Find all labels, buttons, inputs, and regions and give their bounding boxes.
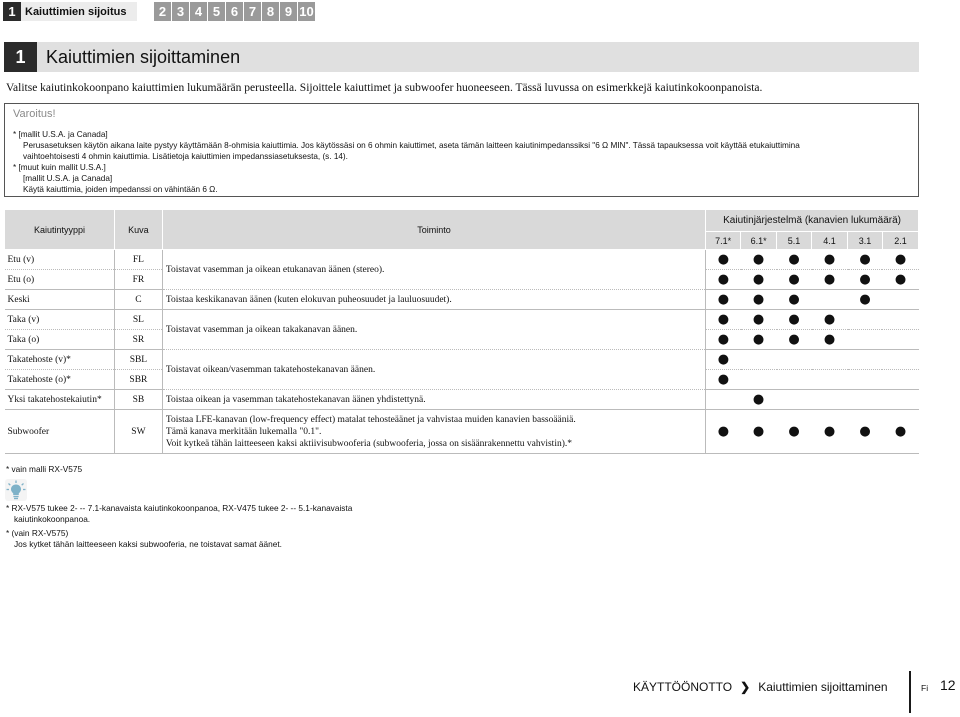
dot-mark: ● <box>706 330 741 350</box>
dot-mark: ● <box>741 390 777 410</box>
dot-empty <box>777 370 812 390</box>
step-current-label: Kaiuttimien sijoitus <box>25 5 127 18</box>
dot-mark: ● <box>812 250 848 270</box>
dot-empty <box>741 350 777 370</box>
table-row <box>5 410 919 454</box>
row-type: Yksi takatehostekaiutin* <box>5 390 115 410</box>
row-code: SBR <box>114 370 162 390</box>
dot-mark: ● <box>882 410 918 454</box>
row-code: SL <box>114 310 162 330</box>
header-system-7-1: 7.1* <box>706 232 741 250</box>
dot-empty <box>848 330 883 350</box>
row-code: FR <box>114 270 162 290</box>
section-number: 1 <box>4 42 37 72</box>
caution-line: vaihtoehtoisesti 4 ohmin kaiuttimia. Lisätietoja kaiuttimien impedanssiasetuksesta, (s. 14). <box>23 152 348 161</box>
footer-chapter-link[interactable]: KÄYTTÖÖNOTTO <box>633 680 733 694</box>
header-system-4-1: 4.1 <box>812 232 848 250</box>
dot-mark: ● <box>706 370 741 390</box>
tip-line: Jos kytket tähän laitteeseen kaksi subwooferia, ne toistavat samat äänet. <box>14 538 282 549</box>
dot-mark: ● <box>777 290 812 310</box>
dot-mark: ● <box>882 270 918 290</box>
step-8[interactable]: 8 <box>262 2 279 21</box>
step-7[interactable]: 7 <box>244 2 261 21</box>
step-navigation <box>3 2 137 21</box>
dot-empty <box>848 310 883 330</box>
dot-empty <box>812 390 848 410</box>
sub-func-line: Tämä kanava merkitään lukemalla "0.1". <box>165 426 322 437</box>
tip-line: kaiutinkokoonpanoa. <box>14 513 91 524</box>
dot-mark: ● <box>812 270 848 290</box>
header-system-6-1: 6.1* <box>741 232 777 250</box>
row-type: Keski <box>5 290 115 310</box>
dot-empty <box>882 370 918 390</box>
dot-mark: ● <box>741 290 777 310</box>
row-type: Takatehoste (o)* <box>5 370 115 390</box>
caution-line: Perusasetuksen käytön aikana laite pystyy käyttämään 8-ohmisia kaiuttimia. Jos käytössäsi on 6 ohmin kaiuttimet, aseta tämän laitteen kaiutinimpedanssiksi "6 Ω MIN". Tässä tapauksessa voit käyttää etukaiuttimina <box>23 141 800 150</box>
dot-mark: ● <box>741 250 777 270</box>
table-row <box>5 250 919 270</box>
footer-section-link[interactable]: Kaiuttimien sijoittaminen <box>758 680 888 694</box>
dot-mark: ● <box>812 310 848 330</box>
table-footnote: * vain malli RX-V575 <box>6 464 83 474</box>
dot-mark: ● <box>848 270 883 290</box>
dot-mark: ● <box>777 410 812 454</box>
dot-empty <box>882 290 918 310</box>
footer-language: Fi <box>921 683 929 693</box>
dot-empty <box>706 390 741 410</box>
dot-empty <box>848 350 883 370</box>
step-9[interactable]: 9 <box>280 2 297 21</box>
dot-empty <box>812 350 848 370</box>
header-image: Kuva <box>114 210 162 250</box>
dot-mark: ● <box>812 330 848 350</box>
dot-mark: ● <box>706 270 741 290</box>
dot-mark: ● <box>706 290 741 310</box>
row-type: Takatehoste (v)* <box>5 350 115 370</box>
step-current[interactable] <box>3 2 137 21</box>
dot-mark: ● <box>741 310 777 330</box>
dot-mark: ● <box>848 290 883 310</box>
speaker-table <box>4 209 919 454</box>
step-3[interactable]: 3 <box>172 2 189 21</box>
dot-mark: ● <box>882 250 918 270</box>
step-2[interactable]: 2 <box>154 2 171 21</box>
header-system-3-1: 3.1 <box>848 232 883 250</box>
row-function <box>162 410 705 454</box>
dot-mark: ● <box>848 250 883 270</box>
row-function: Toistaa keskikanavan äänen (kuten elokuvan puheosuudet ja lauluosuudet). <box>162 290 705 310</box>
row-code: SB <box>114 390 162 410</box>
row-code: SBL <box>114 350 162 370</box>
dot-mark: ● <box>777 310 812 330</box>
row-type: Etu (v) <box>5 250 115 270</box>
dot-mark: ● <box>777 330 812 350</box>
row-function: Toistaa oikean ja vasemman takatehostekanavan äänen yhdistettynä. <box>162 390 705 410</box>
caution-line: * [mallit U.S.A. ja Canada] <box>13 130 108 139</box>
header-function: Toiminto <box>162 210 705 250</box>
dot-mark: ● <box>777 250 812 270</box>
tip-line: * RX-V575 tukee 2- -- 7.1-kanavaista kaiutinkokoonpanoa, RX-V475 tukee 2- -- 5.1-kanavaista <box>6 503 353 513</box>
dot-mark: ● <box>777 270 812 290</box>
dot-mark: ● <box>848 410 883 454</box>
row-code: C <box>114 290 162 310</box>
table-row <box>5 350 919 370</box>
section-header <box>4 42 919 72</box>
sub-func-line: Voit kytkeä tähän laitteeseen kaksi aktiivisubwooferia (subwooferia, jossa on sisäänrakennettu vahvistin).* <box>165 438 572 449</box>
caution-line: * [muut kuin mallit U.S.A.] <box>13 163 106 172</box>
step-5[interactable]: 5 <box>208 2 225 21</box>
dot-mark: ● <box>706 310 741 330</box>
footer-divider <box>909 671 911 713</box>
table-row <box>5 390 919 410</box>
page-number: 12 <box>940 677 956 693</box>
dot-empty <box>812 370 848 390</box>
dot-mark: ● <box>741 410 777 454</box>
sub-func-line: Toistaa LFE-kanavan (low-frequency effect) matalat tehosteäänet ja vahvistaa muiden kanavien bassoääniä. <box>165 414 576 425</box>
tips-block <box>6 503 352 549</box>
dot-empty <box>812 290 848 310</box>
row-function: Toistavat oikean/vasemman takatehostekanavan äänen. <box>162 350 705 390</box>
dot-empty <box>741 370 777 390</box>
step-list <box>154 2 315 21</box>
table-row <box>5 290 919 310</box>
row-function: Toistavat vasemman ja oikean takakanavan äänen. <box>162 310 705 350</box>
dot-mark: ● <box>706 410 741 454</box>
caution-box <box>4 103 919 197</box>
step-4[interactable]: 4 <box>190 2 207 21</box>
header-type: Kaiutintyyppi <box>5 210 115 250</box>
section-title: Kaiuttimien sijoittaminen <box>46 46 241 67</box>
row-code: FL <box>114 250 162 270</box>
step-6[interactable]: 6 <box>226 2 243 21</box>
lightbulb-icon <box>5 479 27 501</box>
row-code: SW <box>114 410 162 454</box>
row-type: Taka (v) <box>5 310 115 330</box>
tip-line: * (vain RX-V575) <box>6 528 69 538</box>
dot-empty <box>777 390 812 410</box>
intro-text: Valitse kaiutinkokoonpano kaiuttimien lukumäärän perusteella. Sijoittele kaiuttimet ja subwoofer huoneeseen. Tässä luvussa on esimerkkejä kaiutinkokoonpanoista. <box>6 82 763 94</box>
dot-mark: ● <box>741 330 777 350</box>
header-system-5-1: 5.1 <box>777 232 812 250</box>
row-type: Taka (o) <box>5 330 115 350</box>
dot-empty <box>848 390 883 410</box>
dot-empty <box>882 390 918 410</box>
dot-mark: ● <box>706 350 741 370</box>
dot-empty <box>882 350 918 370</box>
header-system-2-1: 2.1 <box>882 232 918 250</box>
header-system: Kaiutinjärjestelmä (kanavien lukumäärä) <box>706 210 919 232</box>
step-10[interactable]: 10 <box>299 4 314 19</box>
dot-empty <box>882 310 918 330</box>
caution-line: [mallit U.S.A. ja Canada] <box>23 174 113 183</box>
dot-empty <box>848 370 883 390</box>
chevron-right-icon: ❯ <box>740 680 751 694</box>
step-current-number: 1 <box>3 2 21 21</box>
row-function: Toistavat vasemman ja oikean etukanavan äänen (stereo). <box>162 250 705 290</box>
dot-mark: ● <box>741 270 777 290</box>
row-code: SR <box>114 330 162 350</box>
row-type: Subwoofer <box>5 410 115 454</box>
footer-breadcrumb <box>633 680 888 694</box>
dot-mark: ● <box>812 410 848 454</box>
dot-mark: ● <box>706 250 741 270</box>
caution-line: Käytä kaiuttimia, joiden impedanssi on vähintään 6 Ω. <box>23 185 218 194</box>
dot-empty <box>882 330 918 350</box>
table-row <box>5 310 919 330</box>
dot-empty <box>777 350 812 370</box>
caution-title: Varoitus! <box>13 108 56 120</box>
row-type: Etu (o) <box>5 270 115 290</box>
